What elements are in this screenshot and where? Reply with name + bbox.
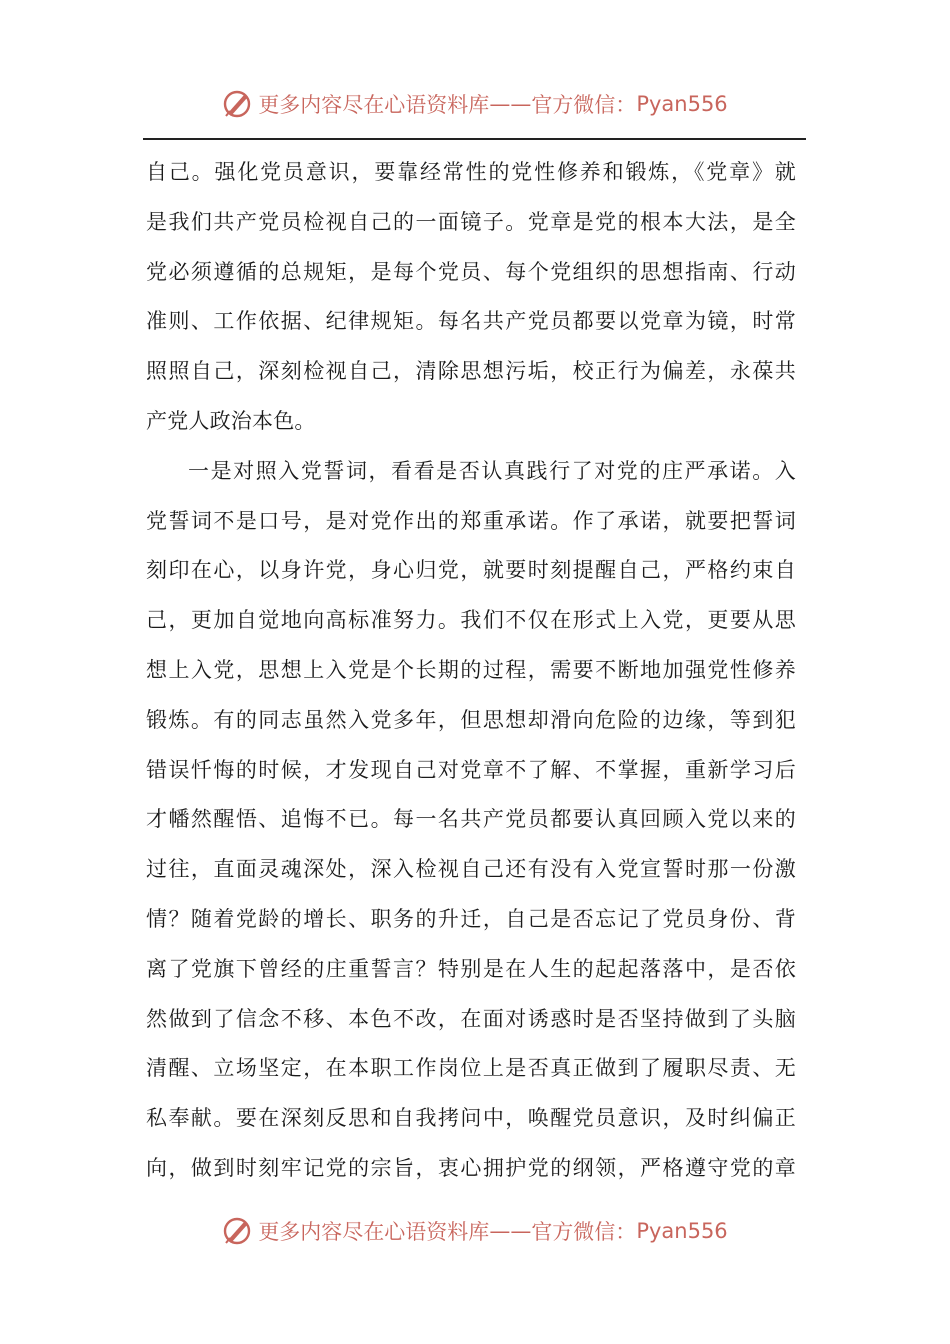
text-line: 清醒、立场坚定，在本职工作岗位上是否真正做到了履职尽责、无: [146, 1056, 796, 1081]
header-brand: 更多内容尽在心语资料库: [258, 93, 490, 117]
paragraph-start-line: 一是对照入党誓词，看看是否认真践行了对党的庄严承诺。入: [188, 458, 796, 483]
text-line: 然做到了信念不移、本色不改，在面对诱惑时是否坚持做到了头脑: [146, 1006, 796, 1031]
text-line: 才幡然醒悟、追悔不已。每一名共产党员都要认真回顾入党以来的: [146, 807, 796, 832]
text-line: 党誓词不是口号，是对党作出的郑重承诺。作了承诺，就要把誓词: [146, 508, 796, 533]
text-line: 锻炼。有的同志虽然入党多年，但思想却滑向危险的边缘，等到犯: [146, 707, 796, 732]
text-line: 私奉献。要在深刻反思和自我拷问中，唤醒党员意识，及时纠偏正: [146, 1106, 796, 1131]
header-wechat-handle: Pyan556: [636, 92, 728, 116]
pen-logo-icon: [222, 1216, 252, 1246]
text-line: 情？随着党龄的增长、职务的升迁，自己是否忘记了党员身份、背: [146, 906, 796, 931]
pen-logo-icon: [222, 89, 252, 119]
header-label: 官方微信：: [531, 93, 637, 117]
text-line: 产党人政治本色。: [146, 408, 316, 433]
text-line: 照照自己，深刻检视自己，清除思想污垢，校正行为偏差，永葆共: [146, 359, 796, 384]
header-separator: ——: [489, 92, 532, 116]
text-line: 离了党旗下曾经的庄重誓言？特别是在人生的起起落落中，是否依: [146, 956, 796, 981]
text-line: 错误忏悔的时候，才发现自己对党章不了解、不掌握，重新学习后: [146, 757, 796, 782]
text-line: 想上入党，思想上入党是个长期的过程，需要不断地加强党性修养: [146, 657, 796, 682]
header-banner: [0, 84, 950, 124]
text-line: 党必须遵循的总规矩，是每个党员、每个党组织的思想指南、行动: [146, 259, 796, 284]
text-line: 向，做到时刻牢记党的宗旨，衷心拥护党的纲领，严格遵守党的章: [146, 1155, 796, 1180]
document-body: [146, 148, 796, 1194]
footer-wechat-handle: Pyan556: [636, 1219, 728, 1243]
footer-banner: [0, 1211, 950, 1251]
footer-separator: ——: [489, 1219, 532, 1243]
header-divider: [143, 138, 806, 140]
text-line: 是我们共产党员检视自己的一面镜子。党章是党的根本大法，是全: [146, 209, 796, 234]
text-line: 准则、工作依据、纪律规矩。每名共产党员都要以党章为镜，时常: [146, 309, 796, 334]
text-line: 刻印在心，以身许党，身心归党，就要时刻提醒自己，严格约束自: [146, 558, 796, 583]
footer-label: 官方微信：: [531, 1220, 637, 1244]
text-line: 己，更加自觉地向高标准努力。我们不仅在形式上入党，更要从思: [146, 608, 796, 633]
footer-brand: 更多内容尽在心语资料库: [258, 1220, 490, 1244]
text-line: 自己。强化党员意识，要靠经常性的党性修养和锻炼，《党章》就: [146, 160, 796, 184]
text-line: 过往，直面灵魂深处，深入检视自己还有没有入党宣誓时那一份激: [146, 857, 796, 882]
